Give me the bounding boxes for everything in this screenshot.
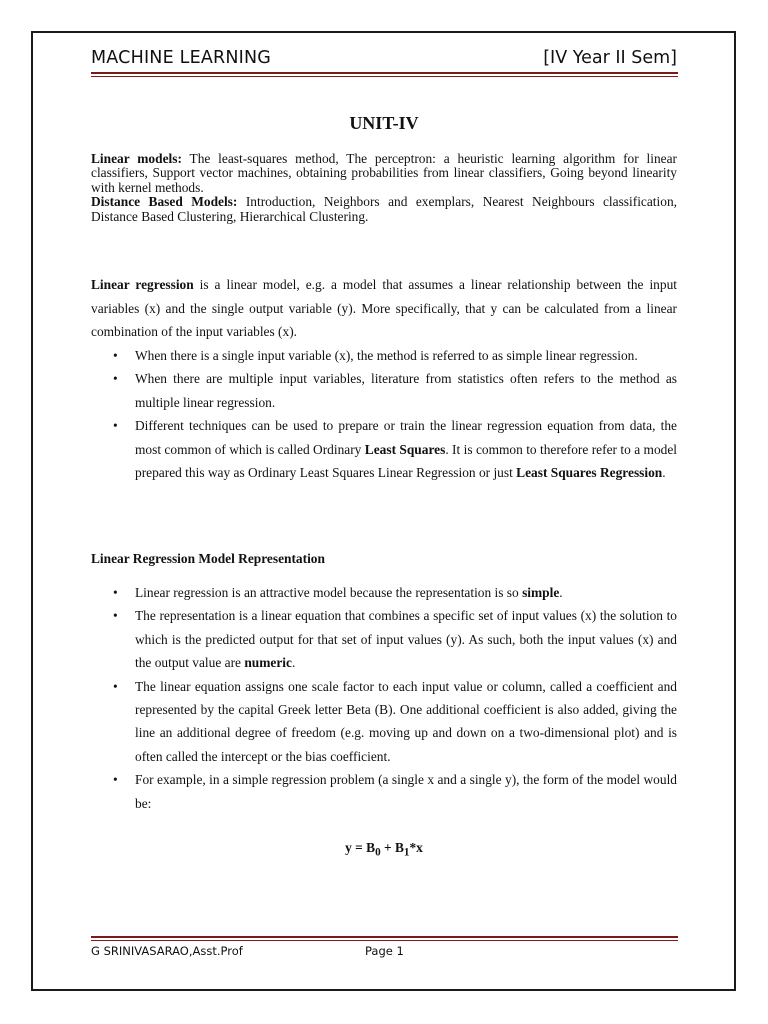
footer-page-number: Page 1 (365, 944, 404, 958)
formula-part-3: *x (409, 840, 423, 855)
page-header (91, 48, 677, 74)
bullet-simple-a: Linear regression is an attractive model because the representation is so (135, 585, 523, 600)
representation-list (91, 581, 677, 815)
intro-term: Linear regression (91, 277, 194, 292)
list-item (91, 604, 677, 674)
bullet-least-squares-c: . (662, 465, 666, 480)
bullet-least-squares-regression-bold: Least Squares Regression (516, 465, 663, 480)
bullet-least-squares-a: Different techniques can be used to prepare or train the linear regression equation from data, the most common of which is called Ordinary (135, 418, 677, 457)
footer-author: G SRINIVASARAO,Asst.Prof (91, 944, 243, 958)
header-course-title: MACHINE LEARNING (91, 48, 272, 68)
syllabus-distance-text: Introduction, Neighbors and exemplars, Nearest Neighbours classification, Distance Based Clustering, Hierarchical Clustering. (91, 194, 677, 224)
bullet-multiple-regression: When there are multiple input variables, literature from statistics often refers to the method as multiple linear regression. (135, 371, 677, 410)
bullet-simple-bold: simple (522, 585, 560, 600)
syllabus-linear-label: Linear models: (91, 151, 182, 166)
list-item (91, 768, 677, 815)
syllabus-linear-text: The least-squares method, The perceptron: a heuristic learning algorithm for linear classifiers, Support vector machines, obtaining probabilities from linear classifiers, Going beyond linearity with kernel methods. (91, 151, 678, 195)
list-item (91, 367, 677, 414)
list-item (91, 581, 677, 604)
formula-part-1: y = B (345, 840, 376, 855)
formula-sub-1: 1 (403, 846, 410, 859)
list-item (91, 344, 677, 368)
syllabus-distance-models (91, 195, 677, 224)
intro-section (91, 273, 677, 485)
regression-formula (0, 840, 768, 859)
syllabus-linear-models (91, 152, 677, 195)
bullet-example: For example, in a simple regression problem (a single x and a single y), the form of the model would be: (135, 772, 677, 811)
syllabus-distance-label: Distance Based Models: (91, 194, 238, 210)
list-item (91, 414, 677, 485)
intro-text: is a linear model, e.g. a model that assumes a linear relationship between the input variables (x) and the single output variable (y). More specifically, that y can be calculated from a linear combination of the input variables (x). (91, 277, 677, 339)
footer-rule (91, 936, 678, 941)
unit-title: UNIT-IV (349, 113, 419, 133)
section-heading: Linear Regression Model Representation (91, 551, 325, 566)
bullet-numeric-bold: numeric (244, 655, 292, 671)
formula-sub-0: 0 (375, 846, 381, 859)
bullet-simple-b: . (559, 585, 563, 600)
bullet-numeric-b: . (291, 655, 296, 671)
list-item (91, 675, 677, 769)
syllabus-block (91, 152, 677, 224)
bullet-least-squares-bold: Least Squares (364, 441, 446, 457)
bullet-coefficient: The linear equation assigns one scale factor to each input value or column, called a coefficient and represented by the capital Greek letter Beta (B). One additional coefficient is also added, giving the line an additional degree of freedom (e.g. moving up and down on a two-dimensional plot) and is often called the intercept or the bias coefficient. (135, 678, 677, 764)
formula-part-2: + B (380, 840, 404, 855)
header-rule (91, 72, 678, 77)
bullet-numeric-a: The representation is a linear equation that combines a specific set of input values (x) the solution to which is the predicted output for that set of input values (y). As such, both the input values (x) and the output value are (135, 608, 677, 671)
representation-section (91, 581, 677, 815)
regression-types-list (91, 344, 677, 485)
header-semester: [IV Year II Sem] (543, 48, 677, 68)
bullet-least-squares-b: . It is common to therefore refer to a model prepared this way as Ordinary Least Squares Linear Regression or just (135, 441, 678, 480)
bullet-simple-regression: When there is a single input variable (x), the method is referred to as simple linear regression. (135, 347, 638, 363)
intro-paragraph (91, 273, 677, 344)
